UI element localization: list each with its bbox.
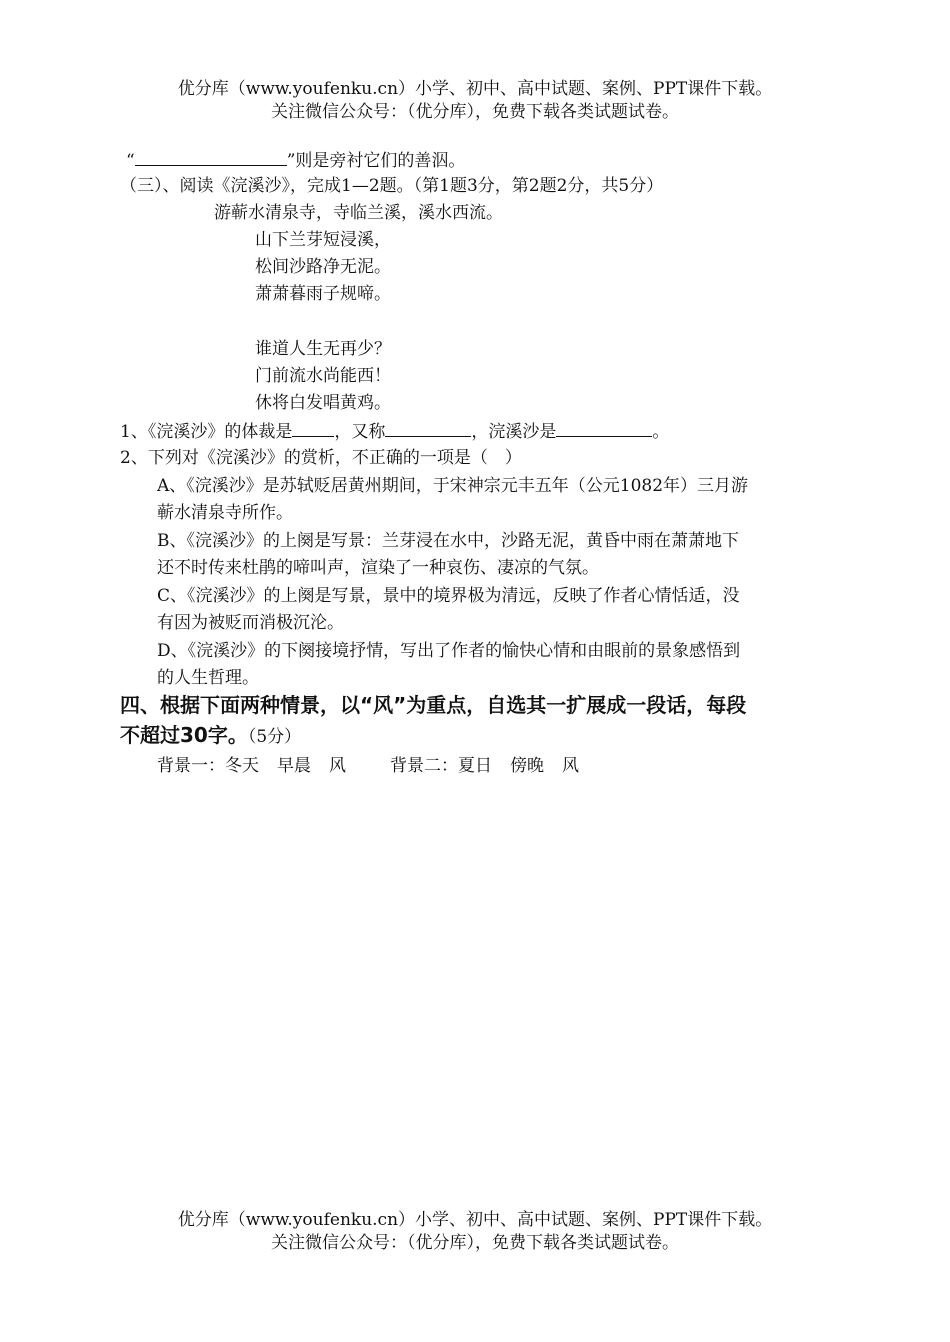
option-c-line-1: C、《浣溪沙》的上阕是写景，景中的境界极为清远，反映了作者心情恬适，没: [157, 586, 740, 606]
fragment-close-quote: ”则是旁衬它们的善泅。: [286, 151, 466, 171]
question-1: [120, 418, 669, 445]
q1-blank-genre[interactable]: [292, 418, 334, 437]
q1-blank-alias[interactable]: [385, 418, 471, 437]
bg2-wind: 风: [562, 756, 579, 776]
q1-blank-tune[interactable]: [556, 418, 652, 437]
poem-line: 门前流水尚能西！: [255, 366, 391, 386]
section3-title: （三）、阅读《浣溪沙》，完成1—2题。（第1题3分，第2题2分，共5分）: [120, 176, 664, 196]
option-c-line-2: 有因为被贬而消极沉沦。: [157, 613, 344, 633]
section4-score: （5分）: [247, 727, 302, 747]
page-footer-line-2: 关注微信公众号：（优分库），免费下载各类试题试卷。: [271, 1233, 679, 1253]
q1-text-b: ，又称: [334, 422, 386, 442]
section4-title-line-1: 四、根据下面两种情景，以“风”为重点，自选其一扩展成一段话，每段: [120, 693, 747, 717]
q1-text-a: 1、《浣溪沙》的体裁是: [120, 422, 293, 442]
poem-line: 松间沙路净无泥。: [255, 257, 391, 277]
option-a-line-2: 蕲水清泉寺所作。: [157, 503, 293, 523]
poem-line: 谁道人生无再少？: [255, 339, 391, 359]
fragment-line: [126, 147, 465, 174]
page-header-line-2: 关注微信公众号：（优分库），免费下载各类试题试卷。: [271, 102, 679, 122]
poem-line: 萧萧暮雨子规啼。: [255, 284, 391, 304]
option-a-line-1: A、《浣溪沙》是苏轼贬居黄州期间，于宋神宗元丰五年（公元1082年）三月游: [157, 476, 749, 496]
fragment-blank[interactable]: [135, 147, 287, 166]
section4-title-line-2: [120, 720, 301, 752]
bg1-time: 早晨: [277, 756, 311, 776]
page-header-line-1: 优分库（www.youfenku.cn）小学、初中、高中试题、案例、PPT课件下载。: [177, 79, 773, 99]
background-options: [157, 753, 579, 779]
q1-text-d: 。: [652, 422, 670, 442]
option-d-line-2: 的人生哲理。: [157, 668, 259, 688]
option-d-line-1: D、《浣溪沙》的下阕接境抒情，写出了作者的愉快心情和由眼前的景象感悟到: [157, 641, 741, 661]
question-2: 2、下列对《浣溪沙》的赏析，不正确的一项是（ ）: [120, 448, 522, 468]
bg1-wind: 风: [329, 756, 346, 776]
poem-preface: 游蕲水清泉寺，寺临兰溪，溪水西流。: [214, 203, 503, 223]
option-b-line-1: B、《浣溪沙》的上阕是写景：兰芽浸在水中，沙路无泥，黄昏中雨在萧萧地下: [157, 531, 739, 551]
option-b-line-2: 还不时传来杜鹃的啼叫声，渲染了一种哀伤、凄凉的气氛。: [157, 558, 599, 578]
fragment-open-quote: “: [126, 151, 135, 171]
poem-line: 休将白发唱黄鸡。: [255, 393, 391, 413]
bg2-label: 背景二：夏日: [390, 756, 492, 776]
bg1-label: 背景一：冬天: [157, 756, 259, 776]
q1-text-c: ，浣溪沙是: [471, 422, 557, 442]
poem-line: 山下兰芽短浸溪，: [255, 230, 391, 250]
page-footer-line-1: 优分库（www.youfenku.cn）小学、初中、高中试题、案例、PPT课件下载。: [177, 1210, 773, 1230]
section4-title-text: 不超过30字。: [120, 723, 248, 747]
bg2-time: 傍晚: [510, 756, 544, 776]
